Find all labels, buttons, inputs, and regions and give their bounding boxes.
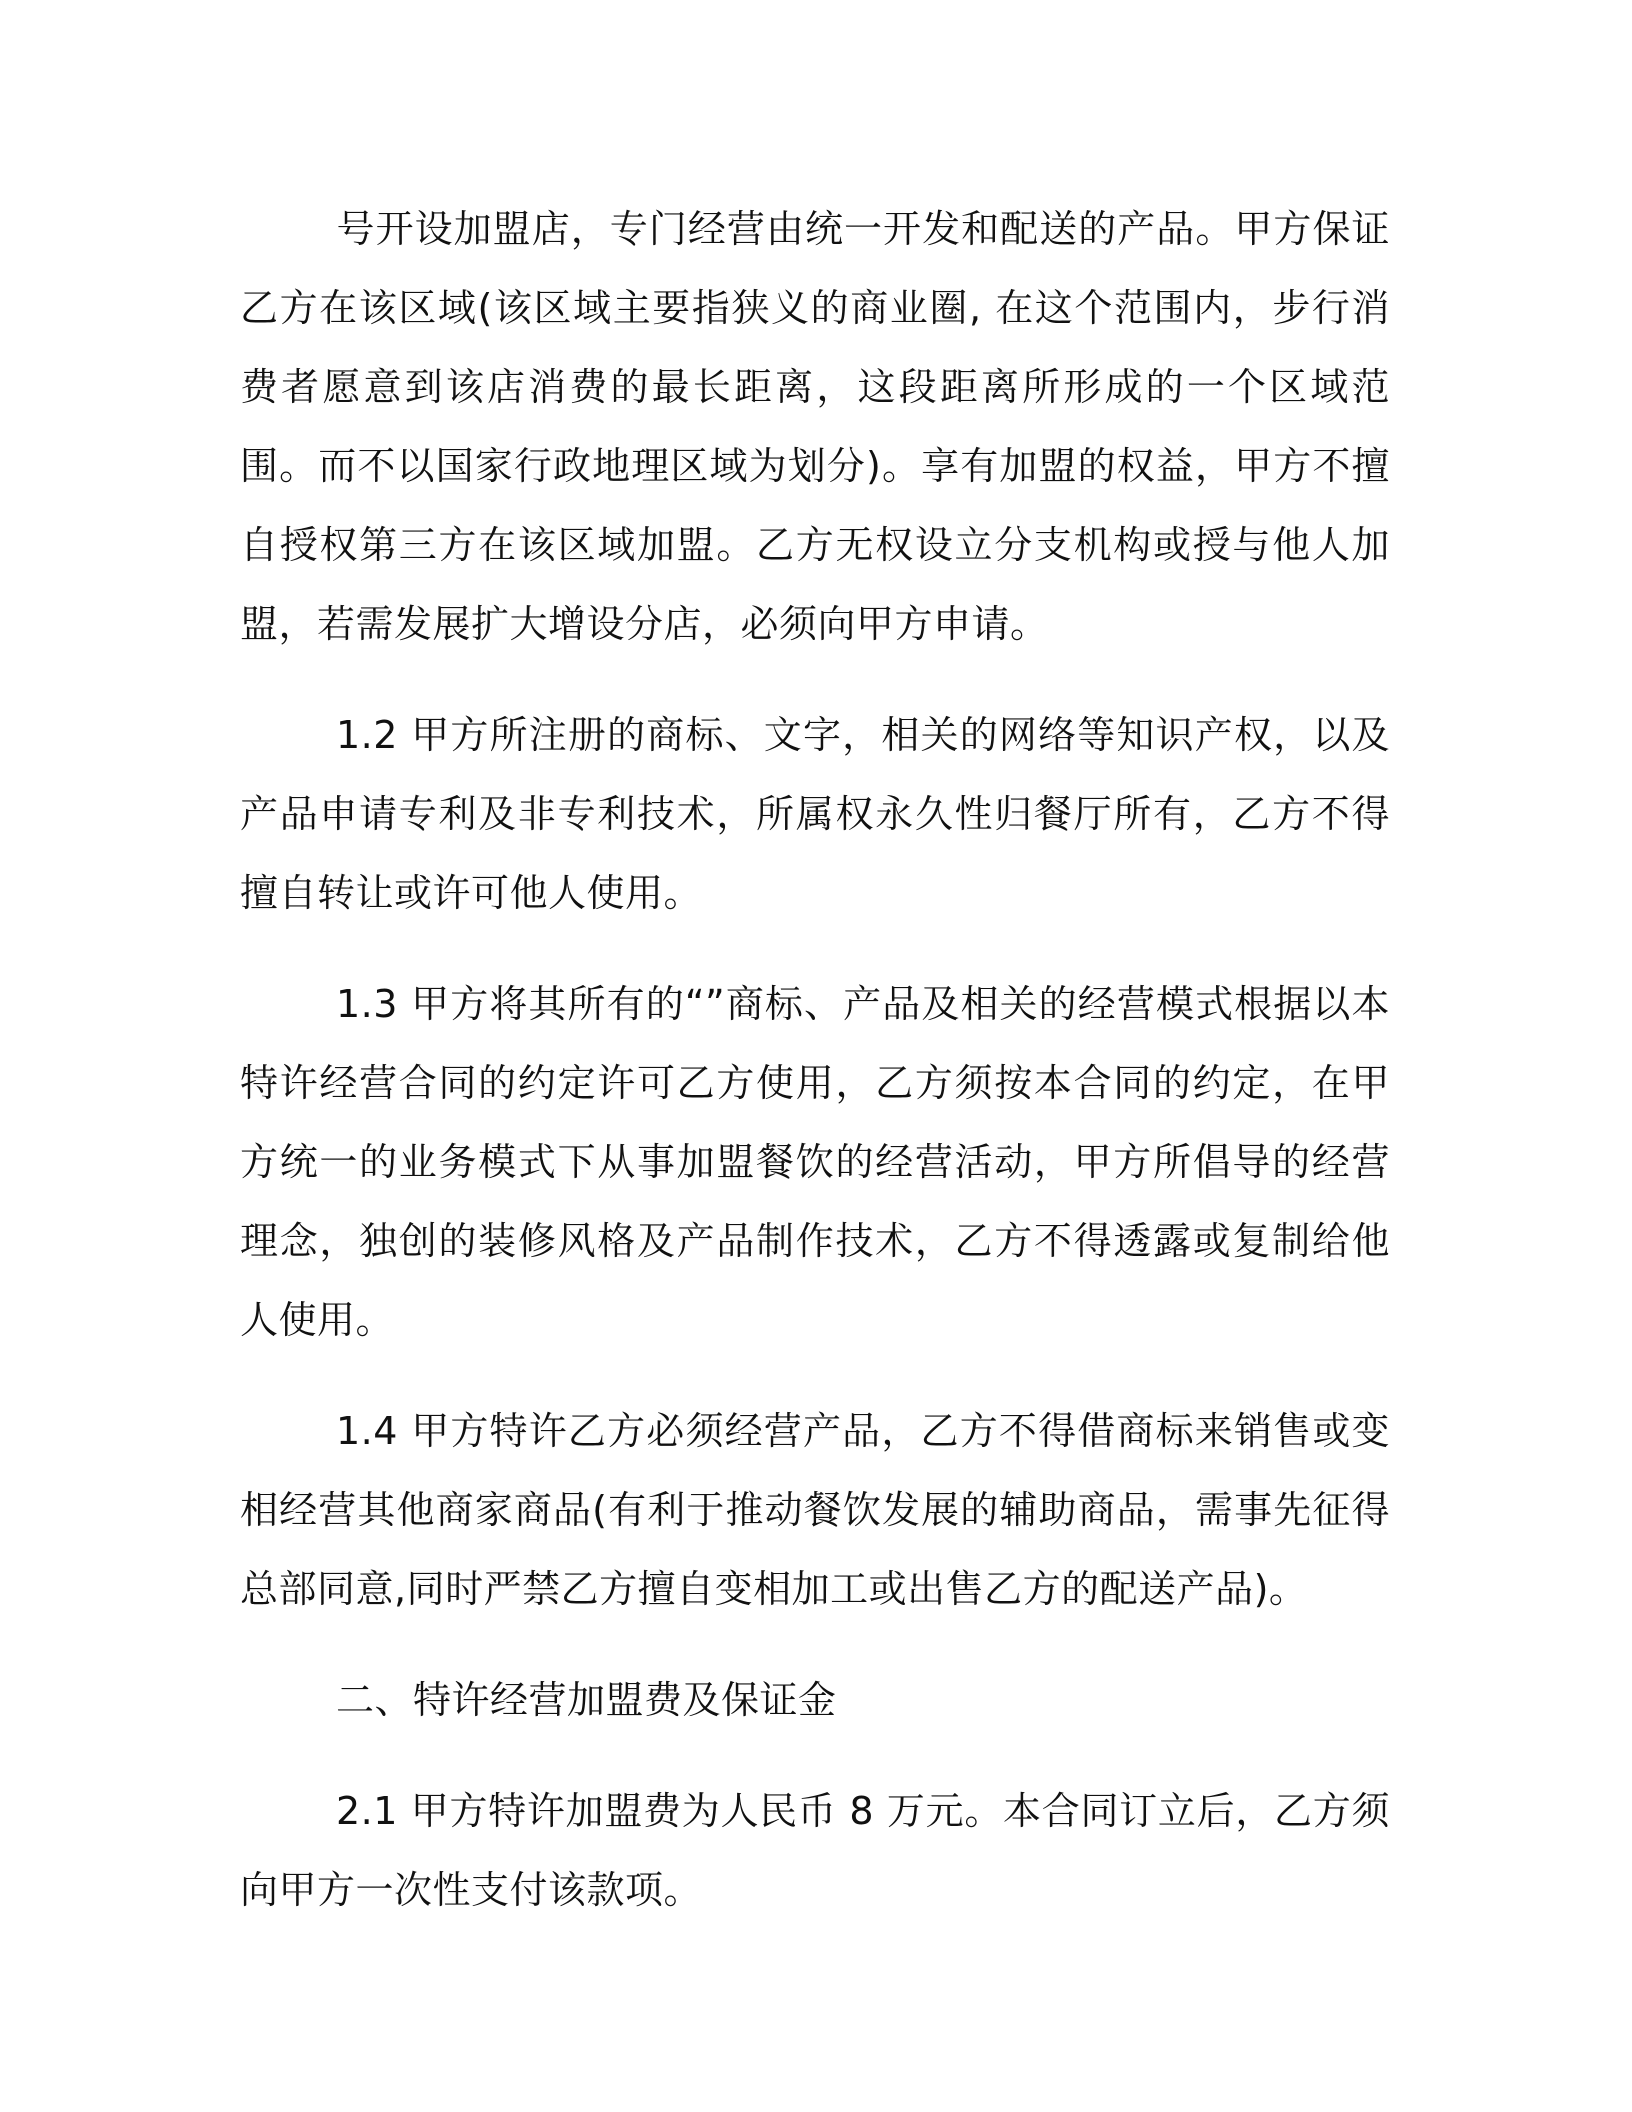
paragraph-1-3-trademark-license <box>240 965 1390 1360</box>
paragraph-1-2-intellectual-property <box>240 696 1390 933</box>
paragraph-text: 号开设加盟店，专门经营由统一开发和配送的产品。甲方保证乙方在该区域(该区域主要指狭义的商业圈, 在这个范围内，步行消费者愿意到该店消费的最长距离，这段距离所形成的一个区域范围。而不以国家行政地理区域为划分)。享有加盟的权益，甲方不擅自授权第三方在该区域加盟。乙方无权设立分支机构或授与他人加盟，若需发展扩大增设分店，必须向甲方申请。 <box>240 207 1390 646</box>
section-heading <box>240 1661 1390 1740</box>
paragraph-text: 2.1 甲方特许加盟费为人民币 8 万元。本合同订立后，乙方须向甲方一次性支付该款项。 <box>240 1789 1390 1912</box>
section-heading-text: 二、特许经营加盟费及保证金 <box>336 1678 837 1722</box>
paragraph-1-4-product-restriction <box>240 1392 1390 1629</box>
paragraph-text: 1.2 甲方所注册的商标、文字，相关的网络等知识产权，以及产品申请专利及非专利技术，所属权永久性归餐厅所有，乙方不得擅自转让或许可他人使用。 <box>240 713 1390 915</box>
paragraph-franchise-area <box>240 190 1390 664</box>
paragraph-text: 1.4 甲方特许乙方必须经营产品，乙方不得借商标来销售或变相经营其他商家商品(有利于推动餐饮发展的辅助商品，需事先征得总部同意,同时严禁乙方擅自变相加工或出售乙方的配送产品)。 <box>240 1409 1390 1611</box>
paragraph-text: 1.3 甲方将其所有的“”商标、产品及相关的经营模式根据以本特许经营合同的约定许可乙方使用，乙方须按本合同的约定，在甲方统一的业务模式下从事加盟餐饮的经营活动，甲方所倡导的经营理念，独创的装修风格及产品制作技术，乙方不得透露或复制给他人使用。 <box>240 982 1390 1342</box>
document-body <box>240 190 1390 1962</box>
paragraph-2-1-franchise-fee <box>240 1772 1390 1930</box>
